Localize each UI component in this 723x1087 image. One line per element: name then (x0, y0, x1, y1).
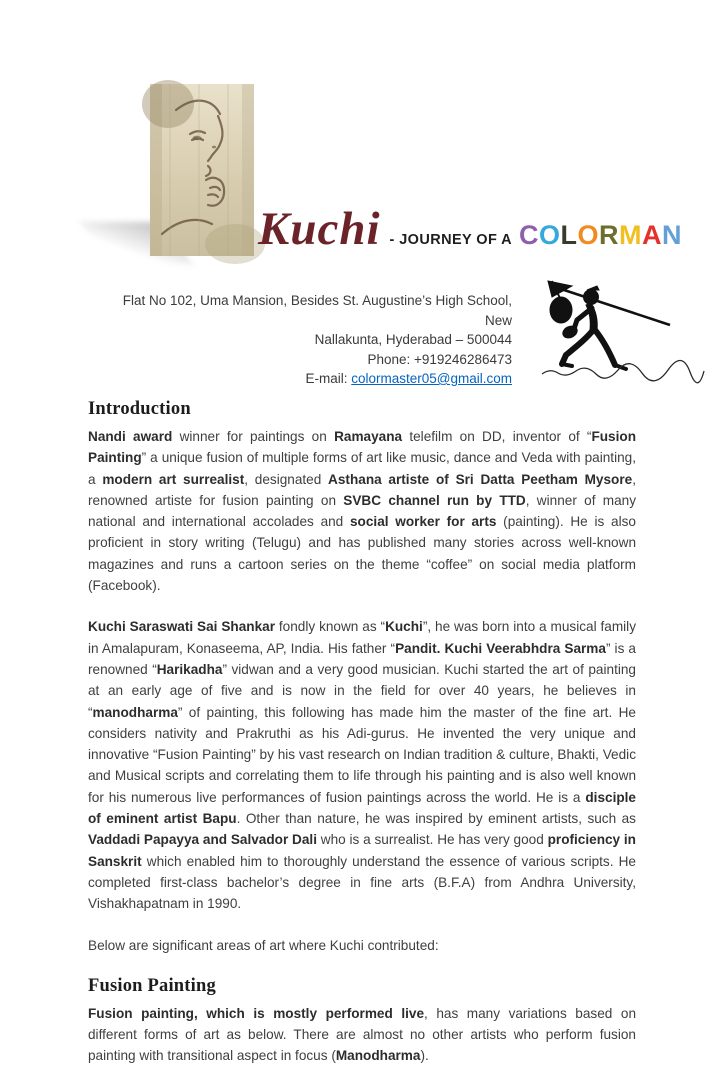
title-word-kuchi: Kuchi (258, 203, 381, 255)
traveler-silhouette-illustration (538, 277, 708, 383)
contact-email-link[interactable]: colormaster05@gmail.com (351, 371, 512, 386)
title-colorman-word: COLORMAN (518, 220, 682, 250)
contact-block (100, 291, 512, 389)
fusion-paragraph-1: Fusion painting, which is mostly performed live, has many variations based on different forms of art as below. There are almost no other artists who perform fusion painting with transitional aspect in focus (Manodharma). (88, 1005, 636, 1064)
contact-address-line-2: Nallakunta, Hyderabad – 500044 (314, 332, 512, 347)
section-heading-fusion-painting: Fusion Painting (88, 975, 216, 996)
section-heading-introduction: Introduction (88, 399, 191, 419)
portrait-photo-art (150, 84, 254, 256)
contact-email-line (100, 369, 512, 389)
intro-paragraph-1: Nandi award winner for paintings on Ramayana telefilm on DD, inventor of “Fusion Painting” a unique fusion of multiple forms of art like music, dance and Veda with painting, a modern art surrealist, designated Asthana artiste of Sri Datta Peetham Mysore, renowned artiste for fusion painting on SVBC channel run by TTD, winner of many national and international accolades and social worker for arts (painting). He is also proficient in story writing (Telugu) and has published many stories across well-known magazines and runs a cartoon series on the theme “coffee” on social media platform (Facebook). (88, 429, 637, 594)
contact-email-label: E-mail: (305, 371, 352, 386)
page-title (258, 203, 682, 255)
portrait-photo (150, 84, 254, 256)
contact-phone: Phone: +919246286473 (367, 351, 512, 367)
contact-address-line-1: Flat No 102, Uma Mansion, Besides St. Augustine’s High School, New (122, 293, 512, 328)
intro-paragraph-2: Kuchi Saraswati Sai Shankar fondly known as “Kuchi”, he was born into a musical family in Amalapuram, Konaseema, AP, India. His father “Pandit. Kuchi Veerabhdra Sarma” is a renowned “Harikadha” vidwan and a very good musician. Kuchi started the art of painting at an early age of five and is now in the field for over 40 years, he believes in “manodharma” of painting, this following has made him the master of the fine art. He considers nativity and Prakruthi as his Adi-gurus. He invented the very unique and innovative “Fusion Painting” by his vast research on Indian tradition & culture, Bhakti, Vedic and Musical scripts and correlating them to life through his painting and is also well known for his numerous live performances of fusion paintings across the world. He is a disciple of eminent artist Bapu. Other than nature, he was inspired by eminent artists, such as Vaddadi Papayya and Salvador Dali who is a surrealist. He has very good proficiency in Sanskrit which enabled him to thoroughly understand the essence of various scripts. He completed first-class bachelor’s degree in fine arts (B.F.A) from Andhra University, Vishakhapatnam in 1990. (88, 619, 636, 912)
title-subtitle: - JOURNEY OF A (389, 232, 512, 248)
bridge-line: Below are significant areas of art where Kuchi contributed: (88, 937, 439, 953)
document-body (88, 399, 636, 1087)
